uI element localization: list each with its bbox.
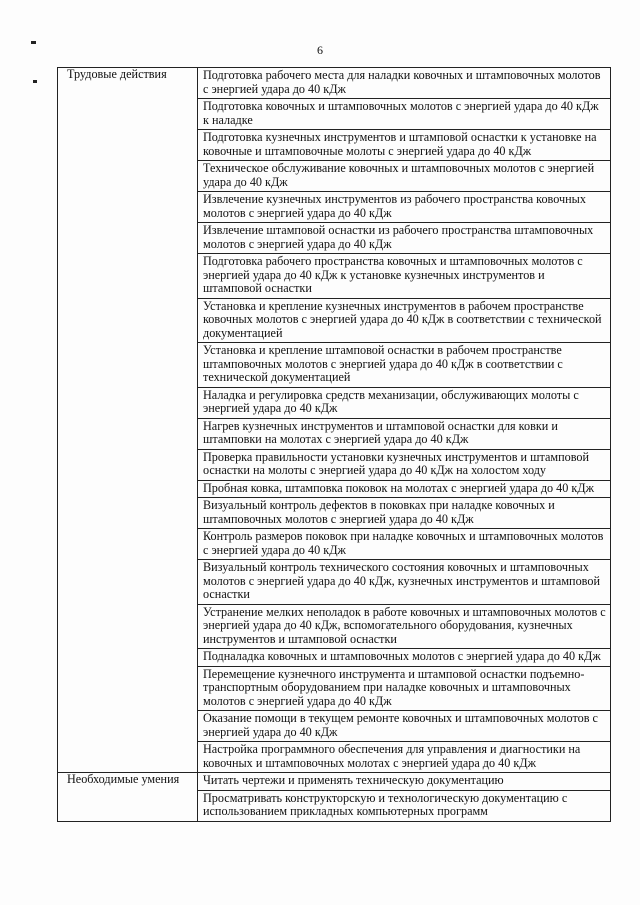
- table-cell: Установка и крепление штамповой оснастки в рабочем пространстве штамповочных молотов с энергией удара до 40 кДж в соответствии с технической документацией: [198, 343, 611, 388]
- table-cell: Перемещение кузнечного инструмента и штамповой оснастки подъемно-транспортным оборудованием при наладке ковочных и штамповочных молотов с энергией удара до 40 кДж: [198, 666, 611, 711]
- table-cell: Устранение мелких неполадок в работе ковочных и штамповочных молотов с энергией удара до 40 кДж, вспомогательного оборудования, кузнечных инструментов и штамповой оснастки: [198, 604, 611, 649]
- table-cell: Контроль размеров поковок при наладке ковочных и штамповочных молотов с энергией удара до 40 кДж: [198, 529, 611, 560]
- page-number: 6: [317, 43, 323, 57]
- table-cell: Визуальный контроль технического состояния ковочных и штамповочных молотов с энергией удара до 40 кДж, кузнечных инструментов и штамповой оснастки: [198, 560, 611, 605]
- section-label: Необходимые умения: [58, 773, 198, 822]
- table-cell: Оказание помощи в текущем ремонте ковочных и штамповочных молотов с энергией удара до 40 кДж: [198, 711, 611, 742]
- table-cell: Настройка программного обеспечения для управления и диагностики на ковочных и штамповочных молотах с энергией удара до 40 кДж: [198, 742, 611, 773]
- scan-speck: [33, 80, 37, 83]
- table-row: [58, 68, 611, 99]
- table-cell: Извлечение кузнечных инструментов из рабочего пространства ковочных молотов с энергией удара до 40 кДж: [198, 192, 611, 223]
- table-cell: Просматривать конструкторскую и технологическую документацию с использованием прикладных компьютерных программ: [198, 790, 611, 821]
- table-cell: Подготовка рабочего места для наладки ковочных и штамповочных молотов с энергией удара до 40 кДж: [198, 68, 611, 99]
- table-cell: Подготовка ковочных и штамповочных молотов с энергией удара до 40 кДж к наладке: [198, 99, 611, 130]
- table-cell: Подготовка рабочего пространства ковочных и штамповочных молотов с энергией удара до 40 кДж к установке кузнечных инструментов и штамповой оснастки: [198, 254, 611, 299]
- table-cell: Извлечение штамповой оснастки из рабочего пространства штамповочных молотов с энергией удара до 40 кДж: [198, 223, 611, 254]
- competency-table: [57, 67, 611, 822]
- table-cell: Проверка правильности установки кузнечных инструментов и штамповой оснастки на молоты с энергией удара до 40 кДж на холостом ходу: [198, 449, 611, 480]
- table-row: [58, 773, 611, 791]
- table-cell: Нагрев кузнечных инструментов и штамповой оснастки для ковки и штамповки на молотах с энергией удара до 40 кДж: [198, 418, 611, 449]
- table-cell: Визуальный контроль дефектов в поковках при наладке ковочных и штамповочных молотов с энергией удара до 40 кДж: [198, 498, 611, 529]
- table-cell: Подготовка кузнечных инструментов и штамповой оснастки к установке на ковочные и штамповочные молоты с энергией удара до 40 кДж: [198, 130, 611, 161]
- table-cell: Наладка и регулировка средств механизации, обслуживающих молоты с энергией удара до 40 кДж: [198, 387, 611, 418]
- table-cell: Установка и крепление кузнечных инструментов в рабочем пространстве ковочных молотов с энергией удара до 40 кДж в соответствии с технической документацией: [198, 298, 611, 343]
- table-cell: Читать чертежи и применять техническую документацию: [198, 773, 611, 791]
- table-cell: Пробная ковка, штамповка поковок на молотах с энергией удара до 40 кДж: [198, 480, 611, 498]
- table-cell: Техническое обслуживание ковочных и штамповочных молотов с энергией удара до 40 кДж: [198, 161, 611, 192]
- section-label: Трудовые действия: [58, 68, 198, 773]
- table-cell: Подналадка ковочных и штамповочных молотов с энергией удара до 40 кДж: [198, 649, 611, 667]
